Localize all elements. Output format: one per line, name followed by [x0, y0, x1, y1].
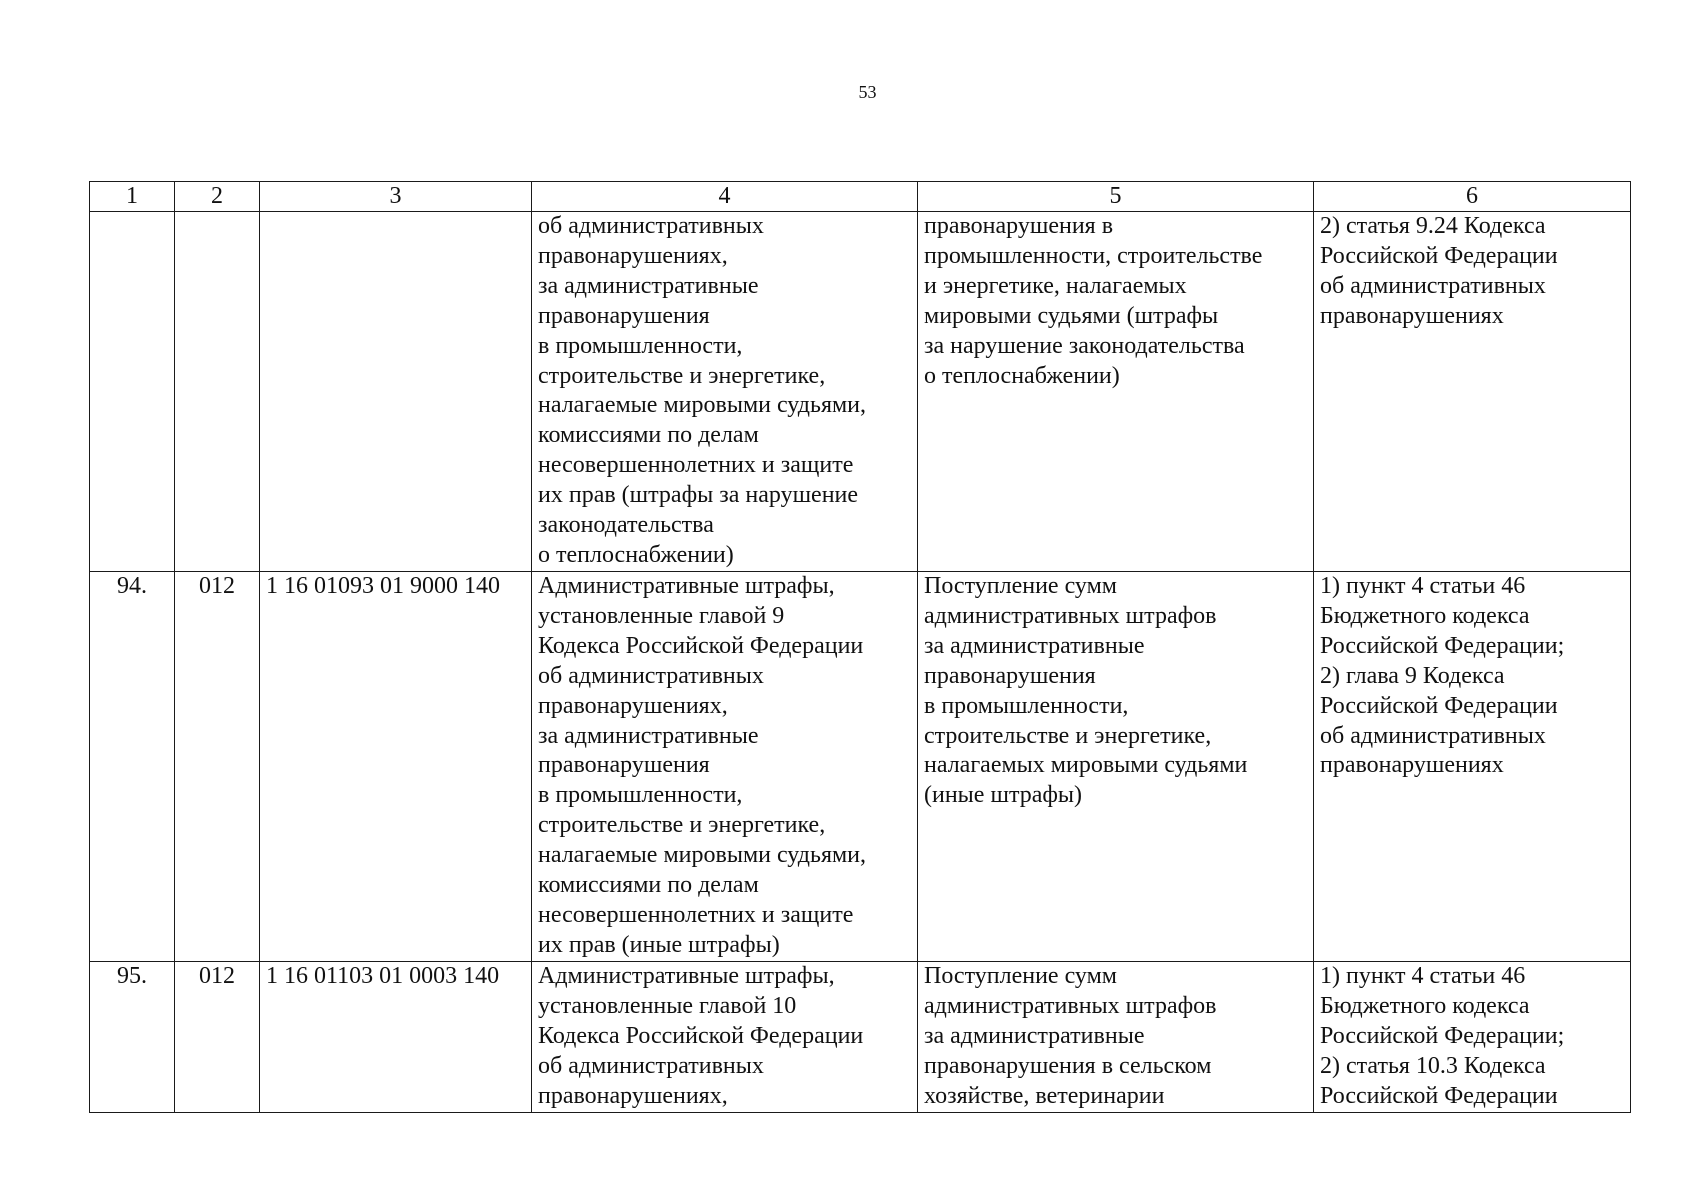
cell-line: административных штрафов: [924, 992, 1217, 1019]
cell-line: об административных: [538, 213, 764, 239]
cell-line: правонарушения в сельском: [924, 1052, 1212, 1079]
cell-line: Бюджетного кодекса: [1320, 992, 1530, 1019]
cell-line: несовершеннолетних и защите: [538, 901, 854, 928]
cell-line: правонарушениях: [1320, 752, 1504, 779]
admin-code-cell: 012: [175, 962, 260, 1113]
cell-line: налагаемых мировыми судьями: [924, 752, 1248, 779]
cell-line: административных штрафов: [924, 602, 1217, 629]
cell-line: 2) статья 9.24 Кодекса: [1320, 213, 1546, 239]
cell-line: в промышленности,: [538, 782, 743, 809]
budget-code-cell: [260, 212, 532, 572]
budget-code-cell: 1 16 01103 01 0003 140: [260, 962, 532, 1113]
table-row: [90, 962, 1631, 1113]
cell-line: комиссиями по делам: [538, 422, 759, 449]
column-header-6: 6: [1314, 182, 1631, 212]
cell-line: установленные главой 10: [538, 992, 797, 1019]
table-row: [90, 572, 1631, 962]
revenue-description-cell: [918, 572, 1314, 962]
cell-line: правонарушениях: [1320, 302, 1504, 329]
budget-code-cell: 1 16 01093 01 9000 140: [260, 572, 532, 962]
cell-line: налагаемые мировыми судьями,: [538, 842, 867, 869]
revenue-description-cell: [918, 212, 1314, 572]
cell-line: о теплоснабжении): [924, 362, 1120, 389]
cell-line: Поступление сумм: [924, 963, 1117, 989]
cell-line: Российской Федерации: [1320, 692, 1558, 719]
cell-line: их прав (штрафы за нарушение: [538, 482, 859, 509]
cell-line: 1) пункт 4 статьи 46: [1320, 963, 1526, 989]
legal-basis-cell: [1314, 572, 1631, 962]
cell-line: за административные: [538, 272, 759, 299]
cell-line: Российской Федерации: [1320, 1082, 1558, 1109]
cell-line: Поступление сумм: [924, 573, 1117, 599]
revenue-name-cell: [532, 212, 918, 572]
cell-line: Административные штрафы,: [538, 963, 835, 989]
cell-line: и энергетике, налагаемых: [924, 272, 1187, 299]
column-header-5: 5: [918, 182, 1314, 212]
cell-line: правонарушениях,: [538, 242, 728, 269]
cell-line: Российской Федерации: [1320, 242, 1558, 269]
cell-line: правонарушения в: [924, 213, 1114, 239]
cell-line: Российской Федерации;: [1320, 1022, 1565, 1049]
column-header-1: 1: [90, 182, 175, 212]
table-header: [90, 182, 1631, 212]
cell-line: правонарушения: [538, 302, 710, 329]
cell-line: 2) статья 10.3 Кодекса: [1320, 1052, 1546, 1079]
cell-line: о теплоснабжении): [538, 541, 734, 568]
cell-line: правонарушениях,: [538, 1082, 728, 1109]
cell-line: 1) пункт 4 статьи 46: [1320, 573, 1526, 599]
cell-line: Кодекса Российской Федерации: [538, 1022, 864, 1049]
cell-line: Российской Федерации;: [1320, 632, 1565, 659]
table-body: [90, 212, 1631, 1113]
cell-line: промышленности, строительстве: [924, 242, 1263, 269]
cell-line: 2) глава 9 Кодекса: [1320, 662, 1505, 689]
revenue-name-cell: [532, 962, 918, 1113]
cell-line: строительстве и энергетике,: [538, 362, 826, 389]
cell-line: за нарушение законодательства: [924, 332, 1245, 359]
page-number: 53: [858, 82, 877, 102]
cell-line: об административных: [538, 662, 764, 689]
cell-line: (иные штрафы): [924, 782, 1083, 809]
cell-line: налагаемые мировыми судьями,: [538, 392, 867, 419]
row-number-cell: 94.: [90, 572, 175, 962]
cell-line: в промышленности,: [924, 692, 1129, 719]
header-row: [90, 182, 1631, 212]
cell-line: за административные: [538, 722, 759, 749]
cell-line: Кодекса Российской Федерации: [538, 632, 864, 659]
row-number-cell: 95.: [90, 962, 175, 1113]
cell-line: об административных: [538, 1052, 764, 1079]
cell-line: строительстве и энергетике,: [924, 722, 1212, 749]
cell-line: Бюджетного кодекса: [1320, 602, 1530, 629]
column-header-4: 4: [532, 182, 918, 212]
cell-line: правонарушения: [924, 662, 1096, 689]
cell-line: об административных: [1320, 272, 1546, 299]
cell-line: за административные: [924, 1022, 1145, 1049]
cell-line: в промышленности,: [538, 332, 743, 359]
cell-line: об административных: [1320, 722, 1546, 749]
cell-line: мировыми судьями (штрафы: [924, 302, 1219, 329]
table-row: [90, 212, 1631, 572]
cell-line: законодательства: [538, 512, 714, 539]
cell-line: за административные: [924, 632, 1145, 659]
row-number-cell: [90, 212, 175, 572]
column-header-2: 2: [175, 182, 260, 212]
cell-line: правонарушениях,: [538, 692, 728, 719]
cell-line: комиссиями по делам: [538, 872, 759, 899]
revenue-description-cell: [918, 962, 1314, 1113]
cell-line: установленные главой 9: [538, 602, 785, 629]
admin-code-cell: [175, 212, 260, 572]
revenue-name-cell: [532, 572, 918, 962]
legal-basis-cell: [1314, 212, 1631, 572]
cell-line: их прав (иные штрафы): [538, 931, 780, 958]
cell-line: правонарушения: [538, 752, 710, 779]
cell-line: хозяйстве, ветеринарии: [924, 1082, 1165, 1109]
cell-line: несовершеннолетних и защите: [538, 452, 854, 479]
legal-basis-cell: [1314, 962, 1631, 1113]
revenue-codes-table: [89, 181, 1631, 1113]
cell-line: Административные штрафы,: [538, 573, 835, 599]
column-header-3: 3: [260, 182, 532, 212]
admin-code-cell: 012: [175, 572, 260, 962]
cell-line: строительстве и энергетике,: [538, 812, 826, 839]
